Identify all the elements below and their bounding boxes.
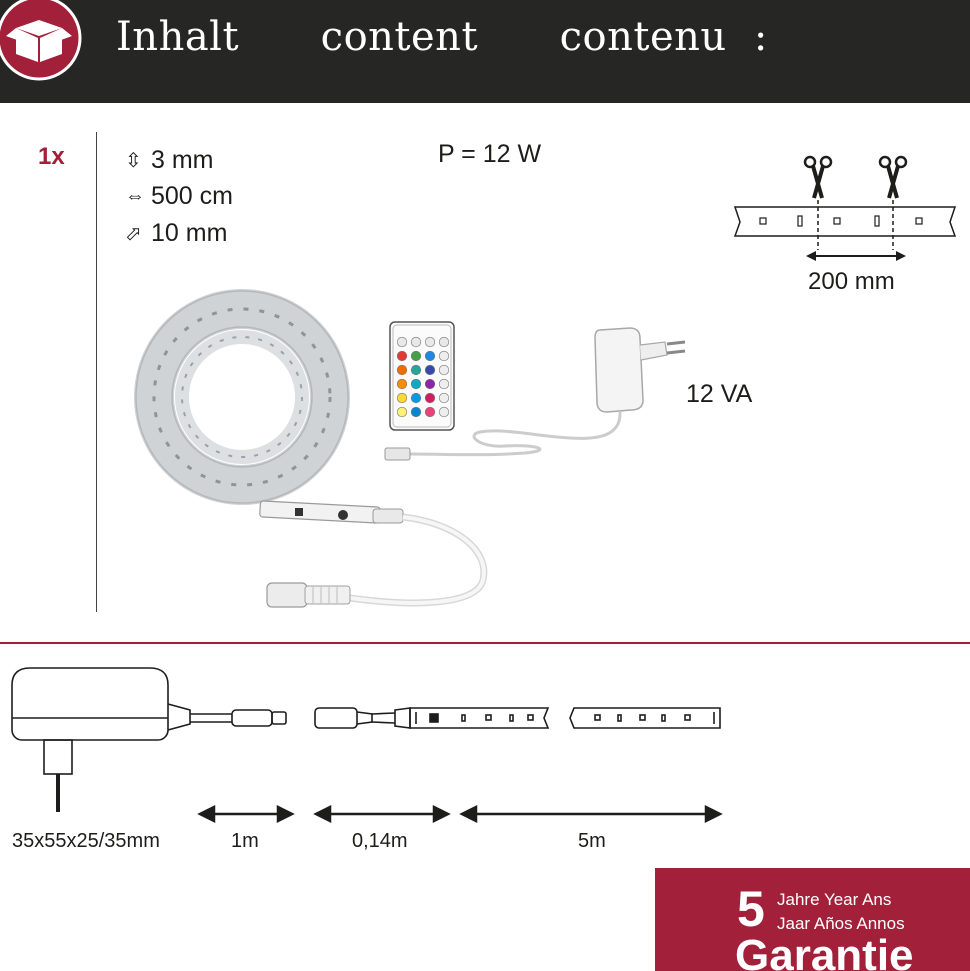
adapter-rating: 12 VA <box>686 380 753 408</box>
divider-vertical <box>96 132 97 612</box>
dimension-strip: 5m <box>578 830 606 852</box>
warranty-badge <box>655 868 970 971</box>
warranty-line-2: Jaar Años Annos <box>777 914 905 933</box>
spec-height <box>125 146 214 175</box>
led-strip-outline <box>410 708 720 728</box>
dimension-cable: 1m <box>231 830 259 852</box>
warranty-years: 5 <box>737 881 765 937</box>
spec-length <box>125 182 233 211</box>
spec-length-value: 500 cm <box>151 182 233 210</box>
warranty-line-1: Jahre Year Ans <box>777 890 892 909</box>
scissors-icon <box>880 157 906 198</box>
power-adapter-illustration <box>385 320 695 465</box>
cut-interval-label: 200 mm <box>808 268 895 295</box>
cut-interval-diagram <box>730 150 970 260</box>
diagonal-arrow-icon: ⬀ <box>125 223 142 245</box>
led-strip-roll-illustration <box>125 280 365 520</box>
page-title: Inhalt content contenu : <box>116 14 768 60</box>
spec-width <box>125 219 227 248</box>
dimension-schematic <box>0 660 730 830</box>
dimension-arrows <box>200 807 720 821</box>
spec-width-value: 10 mm <box>151 219 228 247</box>
dimension-adapter: 35x55x25/35mm <box>12 830 160 852</box>
controller-cable-illustration <box>255 495 495 615</box>
warranty-word: Garantie <box>735 931 914 971</box>
scissors-icon <box>805 157 831 198</box>
divider-horizontal <box>0 642 970 644</box>
header-bar <box>0 0 970 103</box>
width-arrows-icon: ⇔ <box>125 185 145 207</box>
adapter-outline <box>12 668 286 812</box>
dimension-connector: 0,14m <box>352 830 408 852</box>
power-rating: P = 12 W <box>438 140 542 168</box>
spec-height-value: 3 mm <box>151 146 214 174</box>
quantity-label: 1x <box>38 143 65 170</box>
height-arrows-icon: ⇳ <box>125 150 142 172</box>
box-icon <box>0 0 84 84</box>
connector-outline <box>315 708 410 728</box>
